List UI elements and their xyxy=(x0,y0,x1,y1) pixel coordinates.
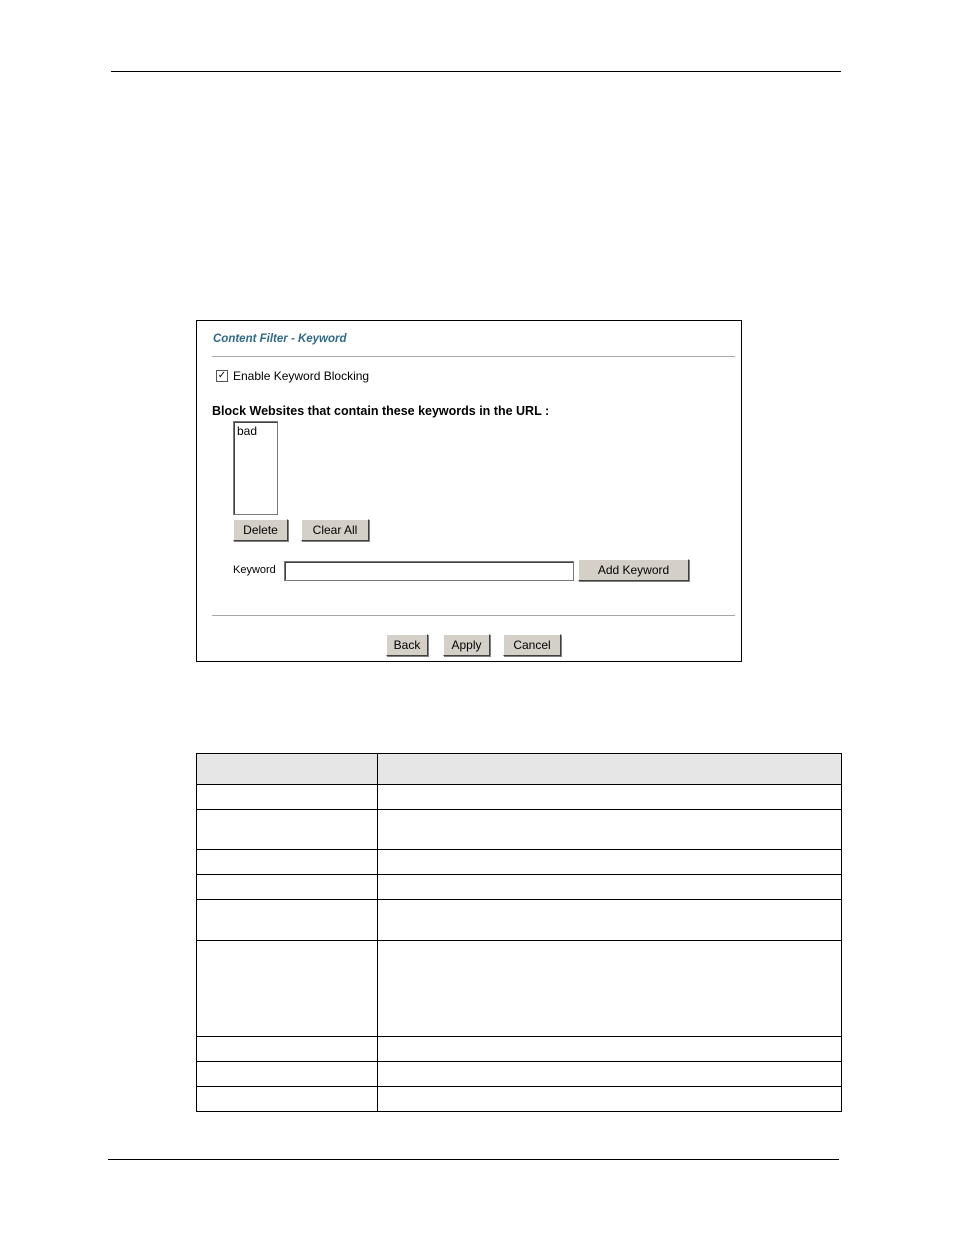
clear-all-button[interactable]: Clear All xyxy=(301,519,369,541)
table-cell xyxy=(378,850,842,875)
table-header-cell xyxy=(197,754,378,785)
enable-keyword-blocking-label: Enable Keyword Blocking xyxy=(233,369,370,383)
table-row xyxy=(197,900,842,941)
enable-keyword-blocking-checkbox[interactable] xyxy=(216,370,228,382)
table-cell xyxy=(197,900,378,941)
table-cell xyxy=(378,785,842,810)
table-row xyxy=(197,1037,842,1062)
table-cell xyxy=(378,900,842,941)
cancel-button[interactable]: Cancel xyxy=(503,634,561,656)
table-cell xyxy=(197,810,378,850)
table-row xyxy=(197,1062,842,1087)
header-rule xyxy=(111,71,841,72)
keyword-input[interactable] xyxy=(284,561,574,581)
table-row xyxy=(197,850,842,875)
table-cell xyxy=(378,810,842,850)
back-button[interactable]: Back xyxy=(386,634,428,656)
table-cell xyxy=(197,1037,378,1062)
table-row xyxy=(197,1087,842,1112)
table-header-cell xyxy=(378,754,842,785)
keyword-list-item[interactable]: bad xyxy=(237,424,258,438)
table-cell xyxy=(378,1037,842,1062)
table-row xyxy=(197,810,842,850)
table-row xyxy=(197,941,842,1037)
table-cell xyxy=(378,1087,842,1112)
table-cell xyxy=(197,850,378,875)
table-cell xyxy=(378,1062,842,1087)
content-filter-keyword-screenshot xyxy=(196,320,742,662)
table-header-row xyxy=(197,754,842,785)
panel-title: Content Filter - Keyword xyxy=(213,333,347,345)
checkmark-icon: ✓ xyxy=(217,370,227,381)
footer-separator xyxy=(212,615,735,616)
field-description-table xyxy=(196,753,842,1112)
table-cell xyxy=(378,875,842,900)
block-websites-label: Block Websites that contain these keywords in the URL : xyxy=(212,404,550,418)
footer-rule xyxy=(108,1159,839,1160)
apply-button[interactable]: Apply xyxy=(443,634,490,656)
title-separator xyxy=(212,356,735,357)
table-row xyxy=(197,785,842,810)
table-cell xyxy=(197,875,378,900)
keyword-listbox[interactable] xyxy=(233,421,278,515)
table-cell xyxy=(197,785,378,810)
delete-button[interactable]: Delete xyxy=(233,519,288,541)
add-keyword-button[interactable]: Add Keyword xyxy=(578,559,689,581)
keyword-label: Keyword xyxy=(233,564,276,576)
table-cell xyxy=(197,1062,378,1087)
table-cell xyxy=(197,1087,378,1112)
table-cell xyxy=(378,941,842,1037)
table-cell xyxy=(197,941,378,1037)
table-row xyxy=(197,875,842,900)
